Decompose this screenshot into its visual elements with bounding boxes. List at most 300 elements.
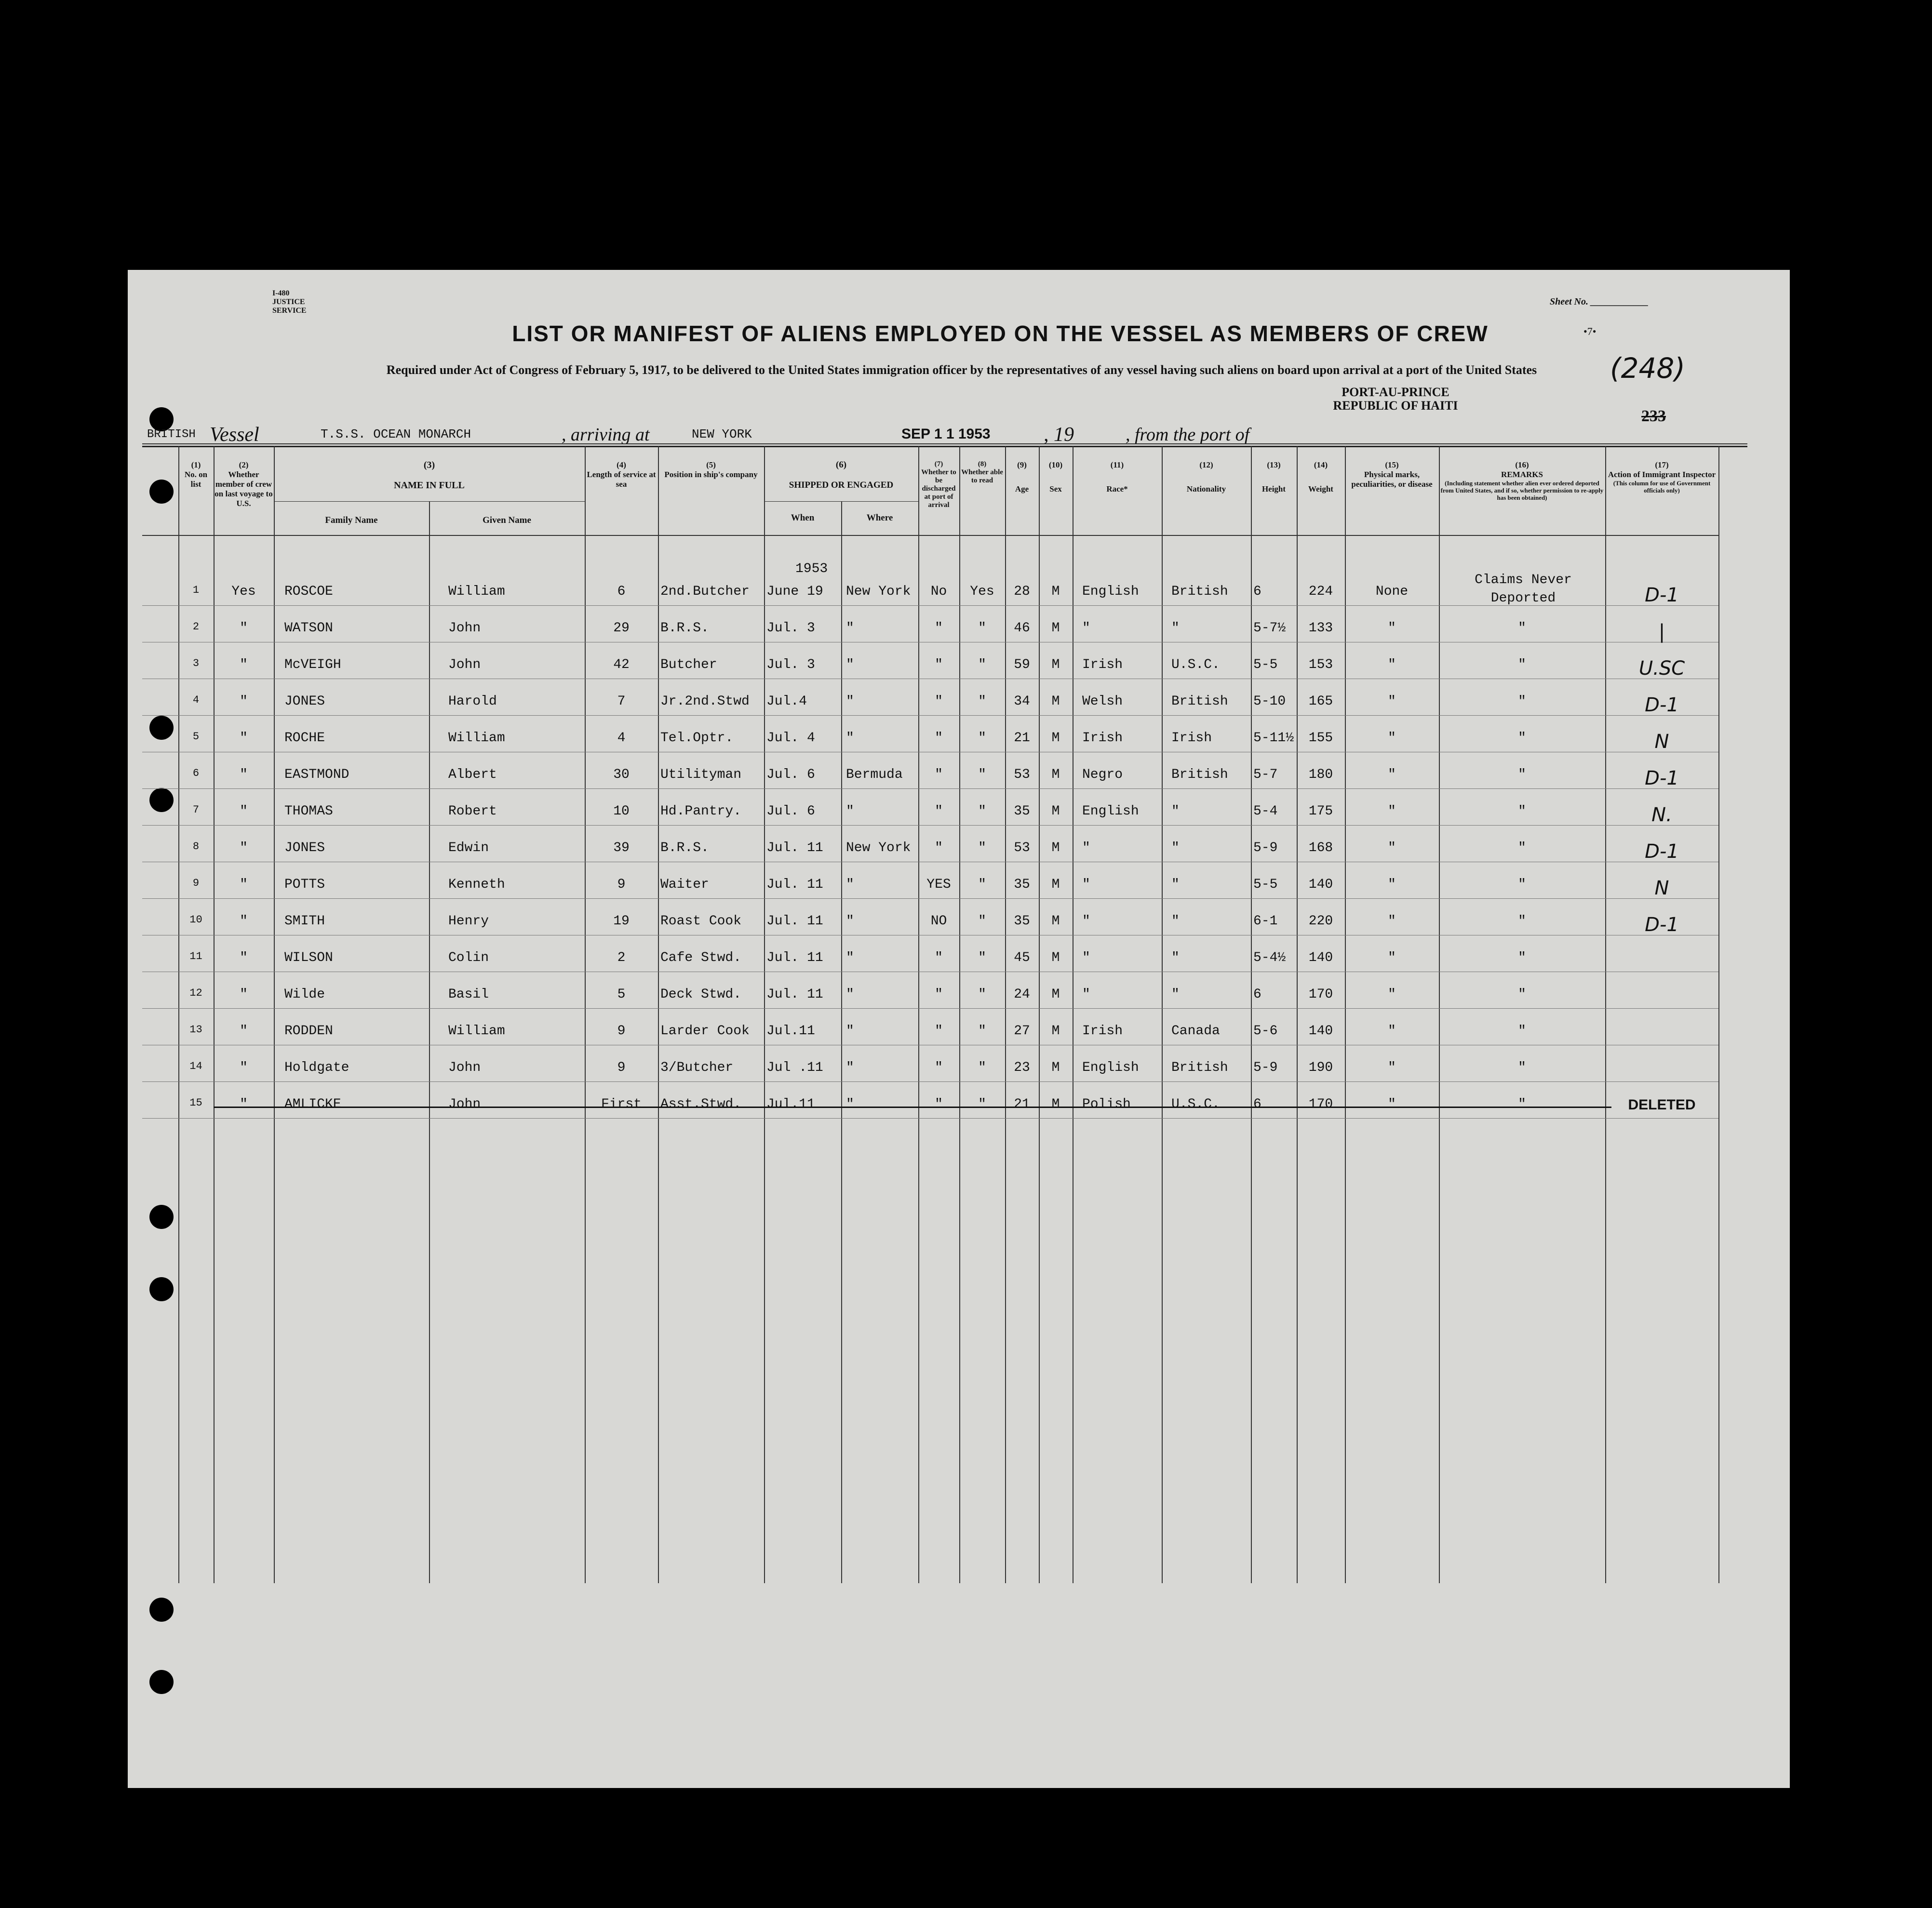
cell-race: " <box>1082 950 1090 965</box>
cell-read: " <box>978 877 986 892</box>
cell-marks: " <box>1388 987 1396 1002</box>
cell-dis: " <box>935 731 943 746</box>
cell-height: 5-9 <box>1253 841 1278 855</box>
cell-service: 7 <box>617 694 626 709</box>
cell-position: Deck Stwd. <box>660 987 742 1002</box>
cell-nat: " <box>1171 877 1180 892</box>
cell-weight: 170 <box>1308 1097 1333 1112</box>
punch-hole <box>149 1670 174 1694</box>
cell-dis: " <box>935 621 943 636</box>
col-header-weight: (14) Weight <box>1308 460 1333 494</box>
cell-position: B.R.S. <box>660 621 709 636</box>
cell-dis: NO <box>930 914 947 929</box>
cell-marks: " <box>1388 950 1396 965</box>
cell-remarks: " <box>1518 767 1526 782</box>
cell-dis: " <box>935 694 943 709</box>
cell-dis: YES <box>926 877 951 892</box>
cell-weight: 140 <box>1308 950 1333 965</box>
cell-nat: " <box>1171 987 1180 1002</box>
cell-sex: M <box>1051 1024 1060 1039</box>
cell-height: 6 <box>1253 1097 1261 1112</box>
cell-given: John <box>448 1097 481 1112</box>
cell-where: " <box>846 1097 854 1112</box>
cell-weight: 220 <box>1308 914 1333 929</box>
cell-no: 6 <box>192 767 200 779</box>
cell-marks: " <box>1388 877 1396 892</box>
cell-family: ROCHE <box>284 731 325 746</box>
cell-given: John <box>448 1060 481 1075</box>
vessel-line <box>142 419 1747 444</box>
cell-dis: No <box>930 584 947 599</box>
cell-where: " <box>846 657 854 672</box>
cell-race: Polish <box>1082 1097 1131 1112</box>
cell-read: " <box>978 657 986 672</box>
cell-weight: 190 <box>1308 1060 1333 1075</box>
cell-given: Henry <box>448 914 489 929</box>
cell-when: Jul.11 <box>766 1024 815 1039</box>
year-label: , 19 <box>1044 424 1074 446</box>
cell-action: U.SC <box>1638 657 1685 680</box>
cell-marks: " <box>1388 767 1396 782</box>
col-header-sex: (10) Sex <box>1048 460 1063 494</box>
cell-crew: " <box>240 767 248 782</box>
cell-race: " <box>1082 841 1090 855</box>
cell-remarks: " <box>1518 621 1526 636</box>
sheet-number-label: Sheet No. ____________ <box>1550 296 1649 307</box>
cell-service: 29 <box>613 621 630 636</box>
cell-position: Roast Cook <box>660 914 742 929</box>
arriving-port: NEW YORK <box>692 427 752 441</box>
cell-age: 35 <box>1014 804 1030 819</box>
col-header-shipped: (6) SHIPPED OR ENGAGED <box>789 460 894 490</box>
cell-dis: " <box>935 1024 943 1039</box>
cell-marks: " <box>1388 694 1396 709</box>
cell-no: 2 <box>192 621 200 633</box>
cell-height: 6-1 <box>1253 914 1278 929</box>
cell-where: " <box>846 950 854 965</box>
cell-height: 5-9 <box>1253 1060 1278 1075</box>
cell-weight: 140 <box>1308 877 1333 892</box>
cell-remarks: " <box>1518 877 1526 892</box>
cell-position: B.R.S. <box>660 841 709 855</box>
cell-dis: " <box>935 1060 943 1075</box>
col-header-race: (11) Race* <box>1106 460 1128 494</box>
col-header-family: Family Name <box>325 515 378 525</box>
cell-nat: British <box>1171 694 1228 709</box>
col-header-action: (17) Action of Immigrant Inspector (This column for use of Government officials only) <box>1608 460 1716 494</box>
cell-action: DELETED <box>1628 1097 1696 1113</box>
cell-family: EASTMOND <box>284 767 349 782</box>
cell-race: " <box>1082 877 1090 892</box>
cell-race: " <box>1082 987 1090 1002</box>
cell-crew: " <box>240 914 248 929</box>
cell-family: Wilde <box>284 987 325 1002</box>
cell-age: 23 <box>1014 1060 1030 1075</box>
cell-crew: " <box>240 657 248 672</box>
cell-no: 12 <box>189 987 202 999</box>
col-header-age: (9) Age <box>1015 460 1029 494</box>
deleted-strike-line <box>214 1107 1611 1108</box>
cell-race: Irish <box>1082 657 1123 672</box>
cell-where: " <box>846 987 854 1002</box>
cell-sex: M <box>1051 950 1060 965</box>
cell-sex: M <box>1051 657 1060 672</box>
cell-position: Hd.Pantry. <box>660 804 742 819</box>
cell-family: AMLICKE <box>284 1097 341 1112</box>
cell-no: 15 <box>189 1097 202 1109</box>
cell-when: Jul. 3 <box>766 657 815 672</box>
cell-action: N <box>1654 877 1669 899</box>
cell-read: " <box>978 804 986 819</box>
col-header-service: (4) Length of service at sea <box>587 460 656 489</box>
cell-read: " <box>978 950 986 965</box>
cell-nat: " <box>1171 914 1180 929</box>
cell-remarks: " <box>1518 1060 1526 1075</box>
cell-given: Harold <box>448 694 497 709</box>
cell-nat: " <box>1171 950 1180 965</box>
cell-nat: " <box>1171 621 1180 636</box>
from-port-label: , from the port of <box>1126 425 1250 445</box>
cell-service: 39 <box>613 841 630 855</box>
col-header-when: When <box>791 513 815 523</box>
cell-dis: " <box>935 987 943 1002</box>
cell-height: 6 <box>1253 584 1261 599</box>
cell-when: Jul .11 <box>766 1060 823 1075</box>
cell-height: 5-5 <box>1253 877 1278 892</box>
cell-no: 8 <box>192 841 200 853</box>
cell-height: 5-10 <box>1253 694 1286 709</box>
cell-no: 11 <box>189 950 202 962</box>
cell-when: Jul. 11 <box>766 841 823 855</box>
cell-where: " <box>846 1024 854 1039</box>
cell-action: N <box>1654 731 1669 753</box>
col-header-read: (8) Whether able to read <box>961 460 1003 484</box>
cell-crew: " <box>240 804 248 819</box>
cell-age: 21 <box>1014 731 1030 746</box>
cell-action: D-1 <box>1645 694 1679 716</box>
cell-weight: 165 <box>1308 694 1333 709</box>
cell-crew: Yes <box>231 584 256 599</box>
cell-dis: " <box>935 657 943 672</box>
cell-sex: M <box>1051 767 1060 782</box>
cell-read: " <box>978 914 986 929</box>
cell-sex: M <box>1051 731 1060 746</box>
cell-service: 30 <box>613 767 630 782</box>
cell-nat: British <box>1171 1060 1228 1075</box>
cell-given: William <box>448 731 505 746</box>
cell-remarks: " <box>1518 950 1526 965</box>
cell-sex: M <box>1051 987 1060 1002</box>
cell-sex: M <box>1051 914 1060 929</box>
col-header-position: (5) Position in ship's company <box>664 460 758 479</box>
cell-family: JONES <box>284 841 325 855</box>
vessel-label: Vessel <box>210 424 259 446</box>
cell-marks: " <box>1388 657 1396 672</box>
cell-given: Edwin <box>448 841 489 855</box>
cell-sex: M <box>1051 1097 1060 1112</box>
cell-where: " <box>846 914 854 929</box>
cell-remarks: " <box>1518 657 1526 672</box>
arrival-date-stamp: SEP 1 1 1953 <box>901 426 991 442</box>
cell-no: 7 <box>192 804 200 816</box>
cell-given: Basil <box>448 987 489 1002</box>
cell-when: Jul. 11 <box>766 950 823 965</box>
cell-race: Irish <box>1082 1024 1123 1039</box>
col-header-crew-last-voyage: (2) Whether member of crew on last voyage to U.S. <box>215 460 273 508</box>
cell-age: 24 <box>1014 987 1030 1002</box>
cell-read: " <box>978 987 986 1002</box>
cell-read: " <box>978 694 986 709</box>
arriving-label: , arriving at <box>562 425 650 445</box>
cell-given: Robert <box>448 804 497 819</box>
cell-read: " <box>978 621 986 636</box>
cell-read: " <box>978 767 986 782</box>
port-stamp: PORT-AU-PRINCE REPUBLIC OF HAITI <box>1333 385 1458 413</box>
cell-position: 3/Butcher <box>660 1060 734 1075</box>
cell-remarks: " <box>1518 1097 1526 1112</box>
cell-read: " <box>978 1024 986 1039</box>
cell-crew: " <box>240 1024 248 1039</box>
cell-age: 28 <box>1014 584 1030 599</box>
cell-position: Butcher <box>660 657 717 672</box>
cell-family: THOMAS <box>284 804 333 819</box>
cell-given: John <box>448 657 481 672</box>
cell-where: " <box>846 621 854 636</box>
cell-when: Jul. 6 <box>766 767 815 782</box>
cell-age: 46 <box>1014 621 1030 636</box>
cell-sex: M <box>1051 804 1060 819</box>
cell-when: Jul.11 <box>766 1097 815 1112</box>
cell-position: Tel.Optr. <box>660 731 734 746</box>
cell-remarks: " <box>1518 694 1526 709</box>
cell-height: 5-5 <box>1253 657 1278 672</box>
sheet-mark: •7• <box>1583 325 1597 337</box>
cell-remarks: " <box>1518 841 1526 855</box>
cell-remarks: " <box>1518 1024 1526 1039</box>
cell-family: WILSON <box>284 950 333 965</box>
cell-age: 34 <box>1014 694 1030 709</box>
cell-service: 4 <box>617 731 626 746</box>
cell-marks: " <box>1388 914 1396 929</box>
cell-marks: " <box>1388 731 1396 746</box>
cell-nat: British <box>1171 767 1228 782</box>
cell-race: English <box>1082 1060 1139 1075</box>
cell-sex: M <box>1051 694 1060 709</box>
page-title: LIST OR MANIFEST OF ALIENS EMPLOYED ON THE VESSEL AS MEMBERS OF CREW <box>512 321 1489 346</box>
cell-marks: " <box>1388 804 1396 819</box>
cell-height: 5-11½ <box>1253 731 1294 746</box>
cell-sex: M <box>1051 584 1060 599</box>
cell-weight: 180 <box>1308 767 1333 782</box>
cell-family: McVEIGH <box>284 657 341 672</box>
cell-action: D-1 <box>1645 914 1679 936</box>
col-header-given: Given Name <box>483 515 531 525</box>
cell-race: English <box>1082 584 1139 599</box>
cell-marks: None <box>1375 584 1409 599</box>
col-header-no: (1) No. on list <box>184 460 208 489</box>
cell-family: Holdgate <box>284 1060 349 1075</box>
cell-position: Asst.Stwd. <box>660 1097 742 1112</box>
cell-when: Jul. 11 <box>766 987 823 1002</box>
cell-age: 35 <box>1014 877 1030 892</box>
cell-sex: M <box>1051 1060 1060 1075</box>
cell-family: SMITH <box>284 914 325 929</box>
cell-where: " <box>846 804 854 819</box>
cell-given: William <box>448 584 505 599</box>
cell-race: English <box>1082 804 1139 819</box>
cell-dis: " <box>935 804 943 819</box>
cell-service: 42 <box>613 657 630 672</box>
cell-height: 5-7½ <box>1253 621 1286 636</box>
cell-where: " <box>846 694 854 709</box>
cell-nat: " <box>1171 804 1180 819</box>
cell-remarks: " <box>1518 804 1526 819</box>
cell-nat: " <box>1171 841 1180 855</box>
cell-position: Larder Cook <box>660 1024 750 1039</box>
vessel-line-rule <box>142 443 1747 444</box>
page-subtitle: Required under Act of Congress of February 5, 1917, to be delivered to the United States immigration officer by the representatives of any vessel having such aliens on board upon arrival at a port of the United States <box>386 363 1537 377</box>
cell-when: Jul. 11 <box>766 877 823 892</box>
cell-service: 6 <box>617 584 626 599</box>
col-header-nationality: (12) Nationality <box>1186 460 1226 494</box>
cell-crew: " <box>240 841 248 855</box>
cell-age: 53 <box>1014 767 1030 782</box>
cell-weight: 153 <box>1308 657 1333 672</box>
cell-where: New York <box>846 841 911 855</box>
cell-family: WATSON <box>284 621 333 636</box>
cell-sex: M <box>1051 877 1060 892</box>
vessel-name: T.S.S. OCEAN MONARCH <box>321 427 471 441</box>
col-header-discharged: (7) Whether to be discharged at port of arrival <box>921 460 956 509</box>
cell-given: Colin <box>448 950 489 965</box>
cell-no: 5 <box>192 731 200 743</box>
cell-crew: " <box>240 877 248 892</box>
cell-crew: " <box>240 1097 248 1112</box>
cell-where: " <box>846 877 854 892</box>
cell-family: RODDEN <box>284 1024 333 1039</box>
cell-age: 59 <box>1014 657 1030 672</box>
cell-height: 5-4 <box>1253 804 1278 819</box>
cell-nat: Irish <box>1171 731 1212 746</box>
cell-marks: " <box>1388 1060 1396 1075</box>
punch-hole <box>149 1598 174 1622</box>
vessel-nationality: BRITISH <box>147 428 196 441</box>
cell-where: " <box>846 731 854 746</box>
cell-read: " <box>978 1060 986 1075</box>
cell-marks: " <box>1388 621 1396 636</box>
cell-age: 27 <box>1014 1024 1030 1039</box>
cell-race: " <box>1082 914 1090 929</box>
cell-remarks: " <box>1518 987 1526 1002</box>
cell-marks: " <box>1388 841 1396 855</box>
cell-read: " <box>978 841 986 855</box>
cell-action: D-1 <box>1645 841 1679 863</box>
cell-no: 10 <box>189 914 202 926</box>
cell-remarks: " <box>1518 731 1526 746</box>
cell-dis: " <box>935 841 943 855</box>
cell-race: " <box>1082 621 1090 636</box>
cell-height: 5-6 <box>1253 1024 1278 1039</box>
cell-when: Jul.4 <box>766 694 807 709</box>
cell-when: Jul. 6 <box>766 804 815 819</box>
col-header-where: Where <box>866 513 893 523</box>
cell-family: POTTS <box>284 877 325 892</box>
cell-read: " <box>978 731 986 746</box>
cell-weight: 170 <box>1308 987 1333 1002</box>
cell-when: Jul. 4 <box>766 731 815 746</box>
cell-family: ROSCOE <box>284 584 333 599</box>
cell-nat: U.S.C. <box>1171 657 1220 672</box>
cell-when: Jul. 11 <box>766 914 823 929</box>
cell-no: 13 <box>189 1024 202 1036</box>
cell-dis: " <box>935 767 943 782</box>
cell-position: Waiter <box>660 877 709 892</box>
cell-service: 19 <box>613 914 630 929</box>
cell-read: Yes <box>970 584 994 599</box>
cell-dis: " <box>935 950 943 965</box>
cell-nat: British <box>1171 584 1228 599</box>
remarks-row-1: Claims Never Deported <box>1475 573 1572 606</box>
cell-no: 4 <box>192 694 200 706</box>
cell-race: Irish <box>1082 731 1123 746</box>
cell-service: 2 <box>617 950 626 965</box>
cell-given: Kenneth <box>448 877 505 892</box>
cell-nat: U.S.C. <box>1171 1097 1220 1112</box>
cell-height: 6 <box>1253 987 1261 1002</box>
col-header-height: (13) Height <box>1261 460 1286 494</box>
cell-given: John <box>448 621 481 636</box>
cell-remarks: " <box>1518 914 1526 929</box>
cell-where: " <box>846 1060 854 1075</box>
cell-given: Albert <box>448 767 497 782</box>
cell-action: N. <box>1651 804 1672 826</box>
cell-crew: " <box>240 1060 248 1075</box>
cell-weight: 133 <box>1308 621 1333 636</box>
cell-age: 53 <box>1014 841 1030 855</box>
cell-action: | <box>1658 621 1665 643</box>
cell-age: 45 <box>1014 950 1030 965</box>
cell-service: 9 <box>617 1024 626 1039</box>
cell-no: 14 <box>189 1060 202 1072</box>
cell-no: 9 <box>192 877 200 889</box>
cell-sex: M <box>1051 841 1060 855</box>
cell-race: Negro <box>1082 767 1123 782</box>
cell-position: 2nd.Butcher <box>660 584 750 599</box>
cell-race: Welsh <box>1082 694 1123 709</box>
cell-read: " <box>978 1097 986 1112</box>
cell-marks: " <box>1388 1097 1396 1112</box>
col-header-physical-marks: (15) Physical marks, peculiarities, or disease <box>1351 460 1433 489</box>
cell-action: D-1 <box>1645 767 1679 789</box>
cell-service: 5 <box>617 987 626 1002</box>
form-id: I-480 JUSTICE SERVICE <box>272 289 307 315</box>
cell-service: 9 <box>617 1060 626 1075</box>
cell-service: First <box>601 1097 642 1112</box>
cell-crew: " <box>240 621 248 636</box>
cell-position: Utilityman <box>660 767 742 782</box>
year-note: 1953 <box>795 561 828 576</box>
cell-weight: 224 <box>1308 584 1333 599</box>
col-header-remarks: (16) REMARKS (Including statement whether alien ever ordered deported from United States, and if so, whether permission to re-apply has been obtained) <box>1440 460 1604 501</box>
cell-action: D-1 <box>1645 584 1679 606</box>
cell-position: Cafe Stwd. <box>660 950 742 965</box>
cell-no: 1 <box>192 584 200 596</box>
cell-when: Jul. 3 <box>766 621 815 636</box>
cell-weight: 155 <box>1308 731 1333 746</box>
cell-age: 35 <box>1014 914 1030 929</box>
cell-service: 10 <box>613 804 630 819</box>
cell-no: 3 <box>192 657 200 669</box>
